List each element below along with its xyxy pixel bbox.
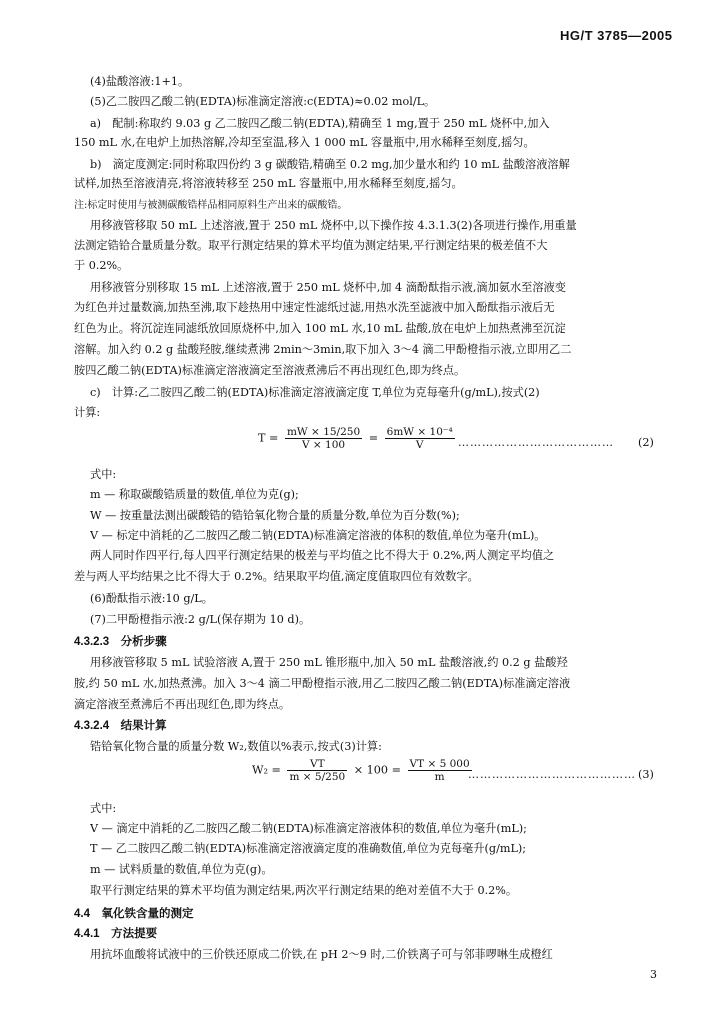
- section-heading-4-4-1: 4.4.1 方法提要: [74, 928, 158, 940]
- where-intro: 式中:: [90, 802, 117, 815]
- eq2-num2: 6mW × 10⁻⁴: [386, 426, 453, 438]
- text-line: (6)酚酞指示液:10 g/L。: [90, 592, 213, 605]
- text-line: (7)二甲酚橙指示液:2 g/L(保存期为 10 d)。: [90, 613, 311, 626]
- eq2-num1: mW × 15/250: [286, 426, 361, 438]
- note-line: 注:标定时使用与被测碳酸锆样品相同原料生产出来的碳酸锆。: [74, 200, 348, 211]
- text-line: b) 滴定度测定:同时称取四份约 3 g 碳酸锆,精确至 0.2 mg,加少量水和约 10 mL 盐酸溶液溶解: [90, 158, 570, 171]
- text-line: 试样,加热至溶液清亮,将溶液转移至 250 mL 容量瓶中,用水稀释至刻度,摇匀。: [74, 177, 463, 190]
- where-item: m — 称取碳酸锆质量的数值,单位为克(g);: [90, 488, 299, 501]
- where-item: W — 按重量法测出碳酸锆的锆铪氧化物合量的质量分数,单位为百分数(%);: [90, 509, 460, 522]
- text-line: 150 mL 水,在电炉上加热溶解,冷却至室温,移入 1 000 mL 容量瓶中,用水稀释至刻度,摇匀。: [74, 136, 535, 149]
- where-item: T — 乙二胺四乙酸二钠(EDTA)标准滴定溶液滴定度的准确数值,单位为克每毫升(g/mL);: [90, 842, 527, 855]
- eq2-den2: V: [415, 439, 424, 451]
- eq2-den1: V × 100: [302, 439, 346, 451]
- eq3-den1: m × 5/250: [289, 771, 346, 783]
- eq3-num1: VT: [287, 758, 347, 771]
- eq3-number: (3): [638, 768, 654, 781]
- where-intro: 式中:: [90, 468, 117, 481]
- eq3-den2: m: [434, 771, 445, 783]
- section-heading-4-4: 4.4 氧化铁含量的测定: [74, 908, 194, 920]
- equation-2: [258, 426, 458, 451]
- text-line: c) 计算:乙二胺四乙酸二钠(EDTA)标准滴定溶液滴定度 T,单位为克每毫升(g/mL),按式(2): [90, 386, 540, 399]
- text-line: 计算:: [74, 406, 101, 419]
- text-line: 于 0.2%。: [74, 259, 129, 272]
- text-line: 用移液管分别移取 15 mL 上述溶液,置于 250 mL 烧杯中,加 4 滴酚酞指示液,滴加氨水至溶液变: [90, 281, 566, 294]
- eq2-number: (2): [638, 436, 654, 449]
- eq2-fraction-1: [285, 426, 362, 451]
- text-line: 用移液管移取 5 mL 试验溶液 A,置于 250 mL 锥形瓶中,加入 50 mL 盐酸溶液,约 0.2 g 盐酸羟: [90, 656, 568, 669]
- equation-3: [252, 758, 475, 783]
- text-line: a) 配制:称取约 9.03 g 乙二胺四乙酸二钠(EDTA),精确至 1 mg,置于 250 mL 烧杯中,加入: [90, 117, 550, 130]
- page-number: 3: [650, 968, 657, 981]
- text-line: 用移液管移取 50 mL 上述溶液,置于 250 mL 烧杯中,以下操作按 4.3.1.3(2)各项进行操作,用重量: [90, 219, 577, 232]
- eq3-leader-dots: ……………………………………: [468, 768, 636, 781]
- text-line: 锆铪氧化物合量的质量分数 W₂,数值以%表示,按式(3)计算:: [90, 740, 382, 753]
- eq2-lhs: T =: [258, 431, 279, 445]
- eq3-lhs: W₂ =: [252, 763, 281, 777]
- text-line: 法测定锆铪合量质量分数。取平行测定结果的算术平均值为测定结果,平行测定结果的极差值不大: [74, 239, 548, 252]
- text-line: 两人同时作四平行,每人四平行测定结果的极差与平均值之比不得大于 0.2%,两人测定平均值之: [90, 549, 555, 562]
- text-line: 胺,约 50 mL 水,加热煮沸。加入 3～4 滴二甲酚橙指示液,用乙二胺四乙酸二钠(EDTA)标准滴定溶液: [74, 677, 571, 690]
- text-line: 溶解。加入约 0.2 g 盐酸羟胺,继续煮沸 2min～3min,取下加入 3～4 滴二甲酚橙指示液,立即用乙二: [74, 343, 572, 356]
- where-item: V — 滴定中消耗的乙二胺四乙酸二钠(EDTA)标准滴定溶液体积的数值,单位为毫升(mL);: [90, 822, 527, 835]
- text-line: 差与两人平均结果之比不得大于 0.2%。结果取平均值,滴定度值取四位有效数字。: [74, 570, 479, 583]
- where-item: m — 试料质量的数值,单位为克(g)。: [90, 863, 273, 876]
- eq3-num2: VT × 5 000: [409, 758, 470, 770]
- eq2-mid: =: [368, 431, 379, 445]
- section-heading-4-3-2-4: 4.3.2.4 结果计算: [74, 720, 167, 732]
- eq2-fraction-2: [385, 426, 455, 451]
- section-heading-4-3-2-3: 4.3.2.3 分析步骤: [74, 636, 167, 648]
- text-line: 红色为止。将沉淀连同滤纸放回原烧杯中,加入 100 mL 水,10 mL 盐酸,放在电炉上加热煮沸至沉淀: [74, 322, 566, 335]
- text-line: 为红色并过量数滴,加热至沸,取下趁热用中速定性滤纸过滤,用热水洗至滤液中加入酚酞指示液后无: [74, 301, 555, 314]
- where-item: V — 标定中消耗的乙二胺四乙酸二钠(EDTA)标准滴定溶液的体积的数值,单位为毫升(mL)。: [90, 529, 546, 542]
- text-line: (4)盐酸溶液:1+1。: [90, 75, 190, 88]
- text-line: 取平行测定结果的算术平均值为测定结果,两次平行测定结果的绝对差值不大于 0.2%。: [90, 884, 518, 897]
- text-line: 用抗坏血酸将试液中的三价铁还原成二价铁,在 pH 2～9 时,二价铁离子可与邻菲啰啉生成橙红: [90, 948, 553, 961]
- eq2-leader-dots: …………………………………: [458, 436, 614, 449]
- eq3-mid: × 100 =: [353, 763, 401, 777]
- text-line: (5)乙二胺四乙酸二钠(EDTA)标准滴定溶液:c(EDTA)≈0.02 mol/L。: [90, 95, 436, 108]
- eq3-fraction-1: [287, 758, 347, 783]
- text-line: 滴定溶液至煮沸后不再出现红色,即为终点。: [74, 698, 291, 711]
- document-code: HG/T 3785—2005: [560, 28, 673, 43]
- text-line: 胺四乙酸二钠(EDTA)标准滴定溶液滴定至溶液煮沸后不再出现红色,即为终点。: [74, 364, 466, 377]
- eq3-fraction-2: [408, 758, 472, 783]
